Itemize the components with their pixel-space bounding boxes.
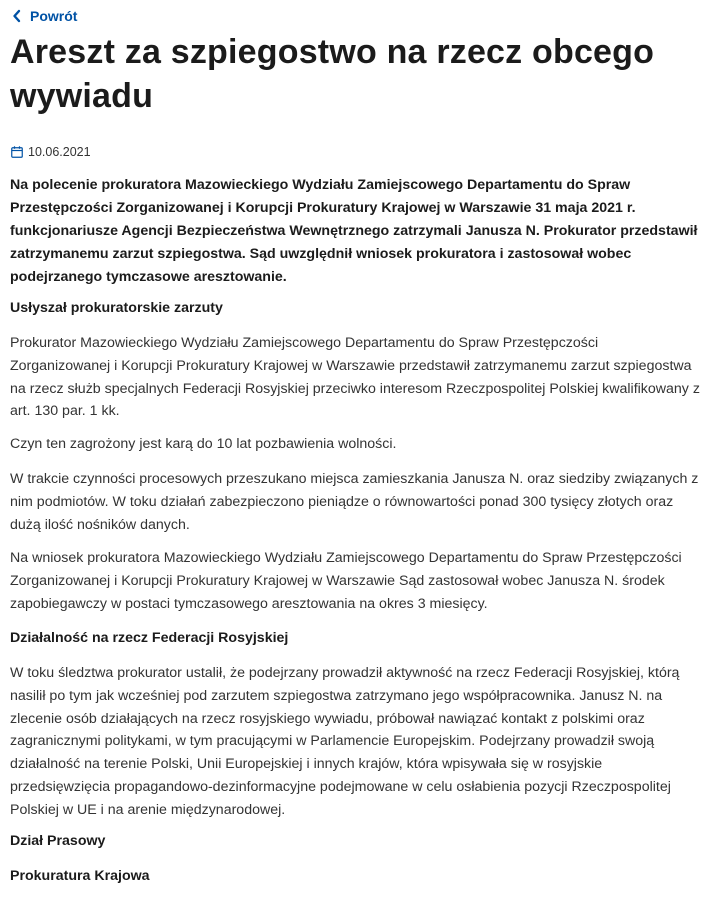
footer-department: Dział Prasowy — [10, 833, 106, 849]
calendar-icon — [11, 146, 23, 158]
paragraph-activity: W toku śledztwa prokurator ustalił, że podejrzany prowadził aktywność na rzecz Federacji Rosyjskiej, którą nasilił po tym jak wcześniej pod zarzutem szpiegostwa zatrzymano jego współpracownika. Janusz N. na zlecenie osób działających na rzecz rosyjskiego wywiadu, próbował nawiązać kontakt z polskimi oraz zagranicznymi politykami, w tym pracującymi w Parlamencie Europejskim. Podejrzany prowadził swoją działalność na terenie Polski, Unii Europejskiej i innych krajów, która wpisywała się w rosyjskie przedsięwzięcia propagandowo-dezinformacyjne podejmowane w celu osłabienia pozycji Rzeczpospolitej Polskiej w UE i na arenie międzynarodowej. — [10, 665, 680, 818]
section-heading-charges: Usłyszał prokuratorskie zarzuty — [10, 300, 223, 316]
paragraph-detention: Na wniosek prokuratora Mazowieckiego Wydziału Zamiejscowego Departamentu do Spraw Przestępczości Zorganizowanej i Korupcji Prokuratury Krajowej w Warszawie Sąd zastosował wobec Janusza N. środek zapobiegawczy w postaci tymczasowego aresztowania na okres 3 miesięcy. — [10, 550, 682, 612]
section-heading-activity: Działalność na rzecz Federacji Rosyjskiej — [10, 630, 289, 646]
publication-date — [11, 145, 91, 159]
article-lead: Na polecenie prokuratora Mazowieckiego Wydziału Zamiejscowego Departamentu do Spraw Przestępczości Zorganizowanej i Korupcji Prokuratury Krajowej w Warszawie 31 maja 2021 r. funkcjonariusze Agencji Bezpieczeństwa Wewnętrznego zatrzymali Janusza N. Prokurator przedstawił zatrzymanemu zarzut szpiegostwa. Sąd uwzględnił wniosek prokuratora i zastosował wobec podejrzanego tymczasowe aresztowanie. — [10, 177, 698, 285]
back-label[interactable]: Powrót — [30, 8, 78, 24]
footer-organization: Prokuratura Krajowa — [10, 868, 150, 884]
back-link[interactable] — [12, 8, 77, 24]
chevron-left-icon — [12, 9, 22, 23]
page-title: Areszt za szpiegostwo na rzecz obcego wywiadu — [10, 33, 655, 115]
paragraph-charges: Prokurator Mazowieckiego Wydziału Zamiejscowego Departamentu do Spraw Przestępczości Zorganizowanej i Korupcji Prokuratury Krajowej w Warszawie przedstawił zatrzymanemu zarzut szpiegostwa na rzecz służb specjalnych Federacji Rosyjskiej przeciwko interesom Rzeczpospolitej Polskiej kwalifikowany z art. 130 par. 1 kk. — [10, 335, 700, 420]
date-text: 10.06.2021 — [28, 145, 91, 159]
paragraph-search: W trakcie czynności procesowych przeszukano miejsca zamieszkania Janusza N. oraz siedziby związanych z nim podmiotów. W toku działań zabezpieczono pieniądze o równowartości ponad 300 tysięcy złotych oraz dużą ilość nośników danych. — [10, 471, 699, 533]
paragraph-penalty: Czyn ten zagrożony jest karą do 10 lat pozbawienia wolności. — [10, 436, 397, 452]
